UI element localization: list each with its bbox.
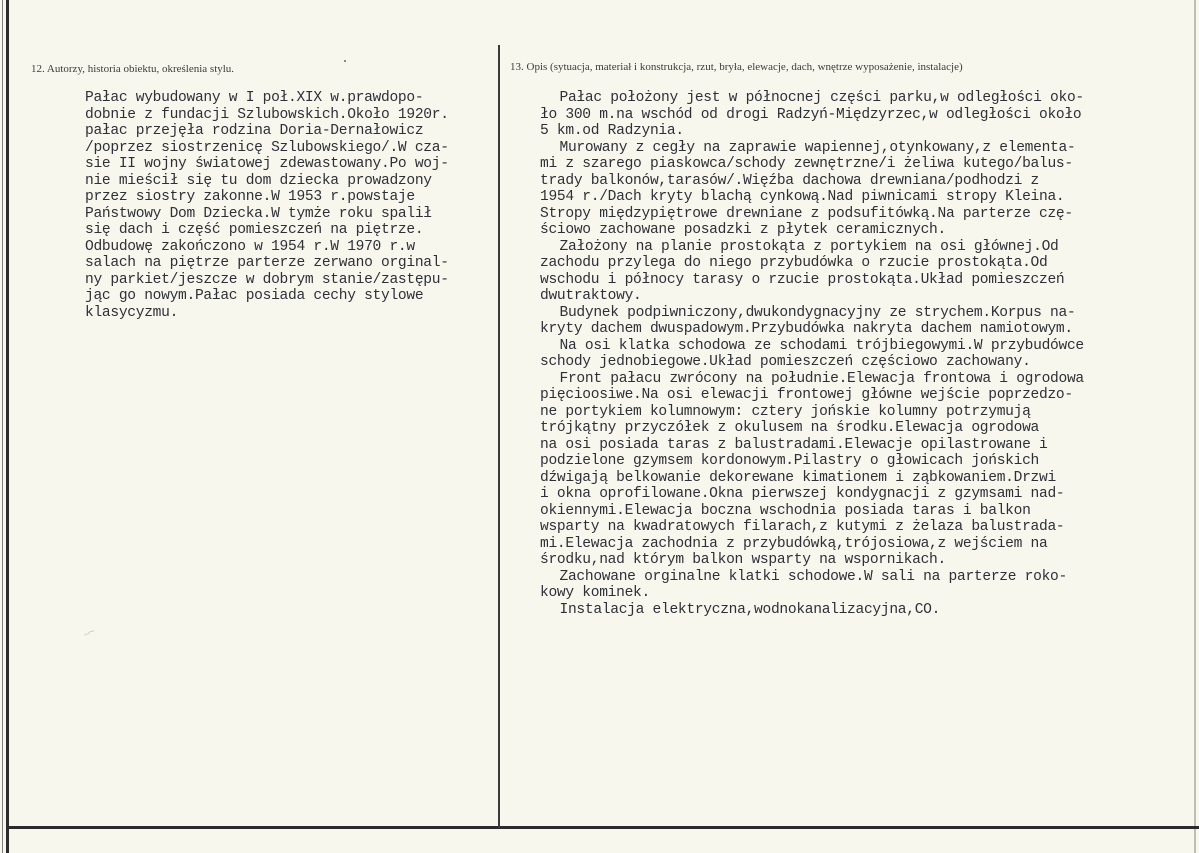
- typed-line: mi z szarego piaskowca/schody zewnętrzne/i żeliwa kutego/balus-: [540, 156, 1073, 172]
- description-typed-text: [540, 90, 1084, 618]
- typed-line: 1954 r./Dach kryty blachą cynkową.Nad piwnicami stropy Kleina.: [540, 189, 1065, 205]
- right-edge-line: [1194, 0, 1196, 853]
- typed-line: salach na piętrze parterze zerwano orginal-: [85, 255, 449, 271]
- typed-line: trady balkonów,tarasów/.Więźba dachowa drewniana/podhodzi z: [540, 172, 1040, 189]
- typed-line: sie II wojny światowej zdewastowany.Po woj-: [85, 156, 449, 172]
- typed-line: Państwowy Dom Dziecka.W tymże roku spalił: [85, 205, 432, 222]
- typed-line: Odbudowę zakończono w 1954 r.W 1970 r.w: [85, 238, 415, 255]
- section-13-header: 13. Opis (sytuacja, materiał i konstrukcja, rzut, bryła, elewacje, dach, wnętrze wyposażenie, instalacje): [510, 61, 963, 73]
- bottom-border-rule: [6, 826, 1199, 829]
- typed-line: kowy kominek.: [540, 585, 650, 601]
- typed-line: wschodu i północy tarasy o rzucie prostokąta.Układ pomieszczeń: [540, 271, 1065, 288]
- typed-line: podzielone gzymsem kordonowym.Pilastry o głowicach jońskich: [540, 453, 1040, 469]
- typed-line: mi.Elewacja zachodnia z przybudówką,trójosiowa,z wejściem na: [540, 535, 1048, 552]
- typed-line: klasycyzmu.: [85, 304, 179, 321]
- typed-line: wsparty na kwadratowych filarach,z kutymi z żelaza balustrada-: [540, 519, 1065, 535]
- typed-line: kryty dachem dwuspadowym.Przybudówka nakryta dachem namiotowym.: [540, 321, 1073, 337]
- typed-line: schody jednobiegowe.Układ pomieszczeń częściowo zachowany.: [540, 354, 1031, 370]
- typed-line: ściowo zachowane posadzki z płytek ceramicznych.: [540, 222, 946, 238]
- history-typed-text: [85, 90, 449, 321]
- ink-dot: [344, 60, 346, 62]
- typed-line: i okna oprofilowane.Okna pierwszej kondygnacji z gzymsami nad-: [540, 486, 1065, 502]
- typed-line: dobnie z fundacji Szlubowskich.Około 1920r.: [85, 106, 449, 123]
- typed-line: ne portykiem kolumnowym: cztery jońskie kolumny potrzymują: [540, 403, 1031, 420]
- typed-line: /poprzez siostrzenicę Szlubowskiego/.W cza-: [85, 139, 449, 156]
- typed-line: Pałac położony jest w północnej części parku,w odległości oko-: [559, 90, 1084, 106]
- typed-line: Instalacja elektryczna,wodnokanalizacyjna,CO.: [559, 601, 941, 618]
- typed-line: jąc go nowym.Pałac posiada cechy stylowe: [85, 288, 424, 304]
- typed-line: Front pałacu zwrócony na południe.Elewacja frontowa i ogrodowa: [559, 370, 1084, 387]
- typed-line: przez siostry zakonne.W 1953 r.powstaje: [85, 189, 415, 205]
- typed-line: Budynek podpiwniczony,dwukondygnacyjny ze strychem.Korpus na-: [559, 304, 1076, 321]
- faint-pencil-mark: ~~: [82, 626, 97, 641]
- typed-line: Założony na planie prostokąta z portykiem na osi głównej.Od: [559, 238, 1059, 255]
- typed-line: się dach i część pomieszczeń na piętrze.: [85, 222, 424, 238]
- left-border-rule: [6, 0, 9, 853]
- typed-line: Pałac wybudowany w I poł.XIX w.prawdopo-: [85, 90, 424, 106]
- typed-line: 5 km.od Radzynia.: [540, 123, 684, 139]
- typed-line: dźwigają belkowanie dekorewane kimationem i ząbkowaniem.Drzwi: [540, 469, 1056, 486]
- typed-line: pięcioosiwe.Na osi elewacji frontowej główne wejście poprzedzo-: [540, 387, 1073, 403]
- typed-line: okiennymi.Elewacja boczna wschodnia posiada taras i balkon: [540, 502, 1031, 519]
- typed-line: ło 300 m.na wschód od drogi Radzyń-Międzyrzec,w odległości około: [540, 106, 1082, 123]
- column-divider: [498, 45, 500, 828]
- typed-line: Na osi klatka schodowa ze schodami trójbiegowymi.W przybudówce: [559, 337, 1084, 354]
- typed-line: nie mieścił się tu dom dziecka prowadzony: [85, 172, 432, 189]
- typed-line: trójkątny przyczółek z okulusem na środku.Elewacja ogrodowa: [540, 420, 1040, 436]
- typed-line: na osi posiada taras z balustradami.Elewacje opilastrowane i: [540, 436, 1048, 453]
- typed-line: środku,nad którym balkon wsparty na wspornikach.: [540, 552, 946, 568]
- typed-line: zachodu przylega do niego przybudówka o rzucie prostokąta.Od: [540, 255, 1048, 271]
- typed-line: Stropy międzypiętrowe drewniane z podsufitówką.Na parterze czę-: [540, 205, 1073, 222]
- typed-line: Zachowane orginalne klatki schodowe.W sali na parterze roko-: [559, 568, 1067, 585]
- typed-line: pałac przejęła rodzina Doria-Dernałowicz: [85, 123, 424, 139]
- section-12-header: 12. Autorzy, historia obiektu, określenia stylu.: [31, 63, 235, 75]
- typed-line: dwutraktowy.: [540, 288, 642, 304]
- typed-line: Murowany z cegły na zaprawie wapiennej,otynkowany,z elementa-: [559, 139, 1076, 156]
- typed-line: ny parkiet/jeszcze w dobrym stanie/zastępu-: [85, 271, 449, 288]
- left-edge-line: [2, 0, 3, 853]
